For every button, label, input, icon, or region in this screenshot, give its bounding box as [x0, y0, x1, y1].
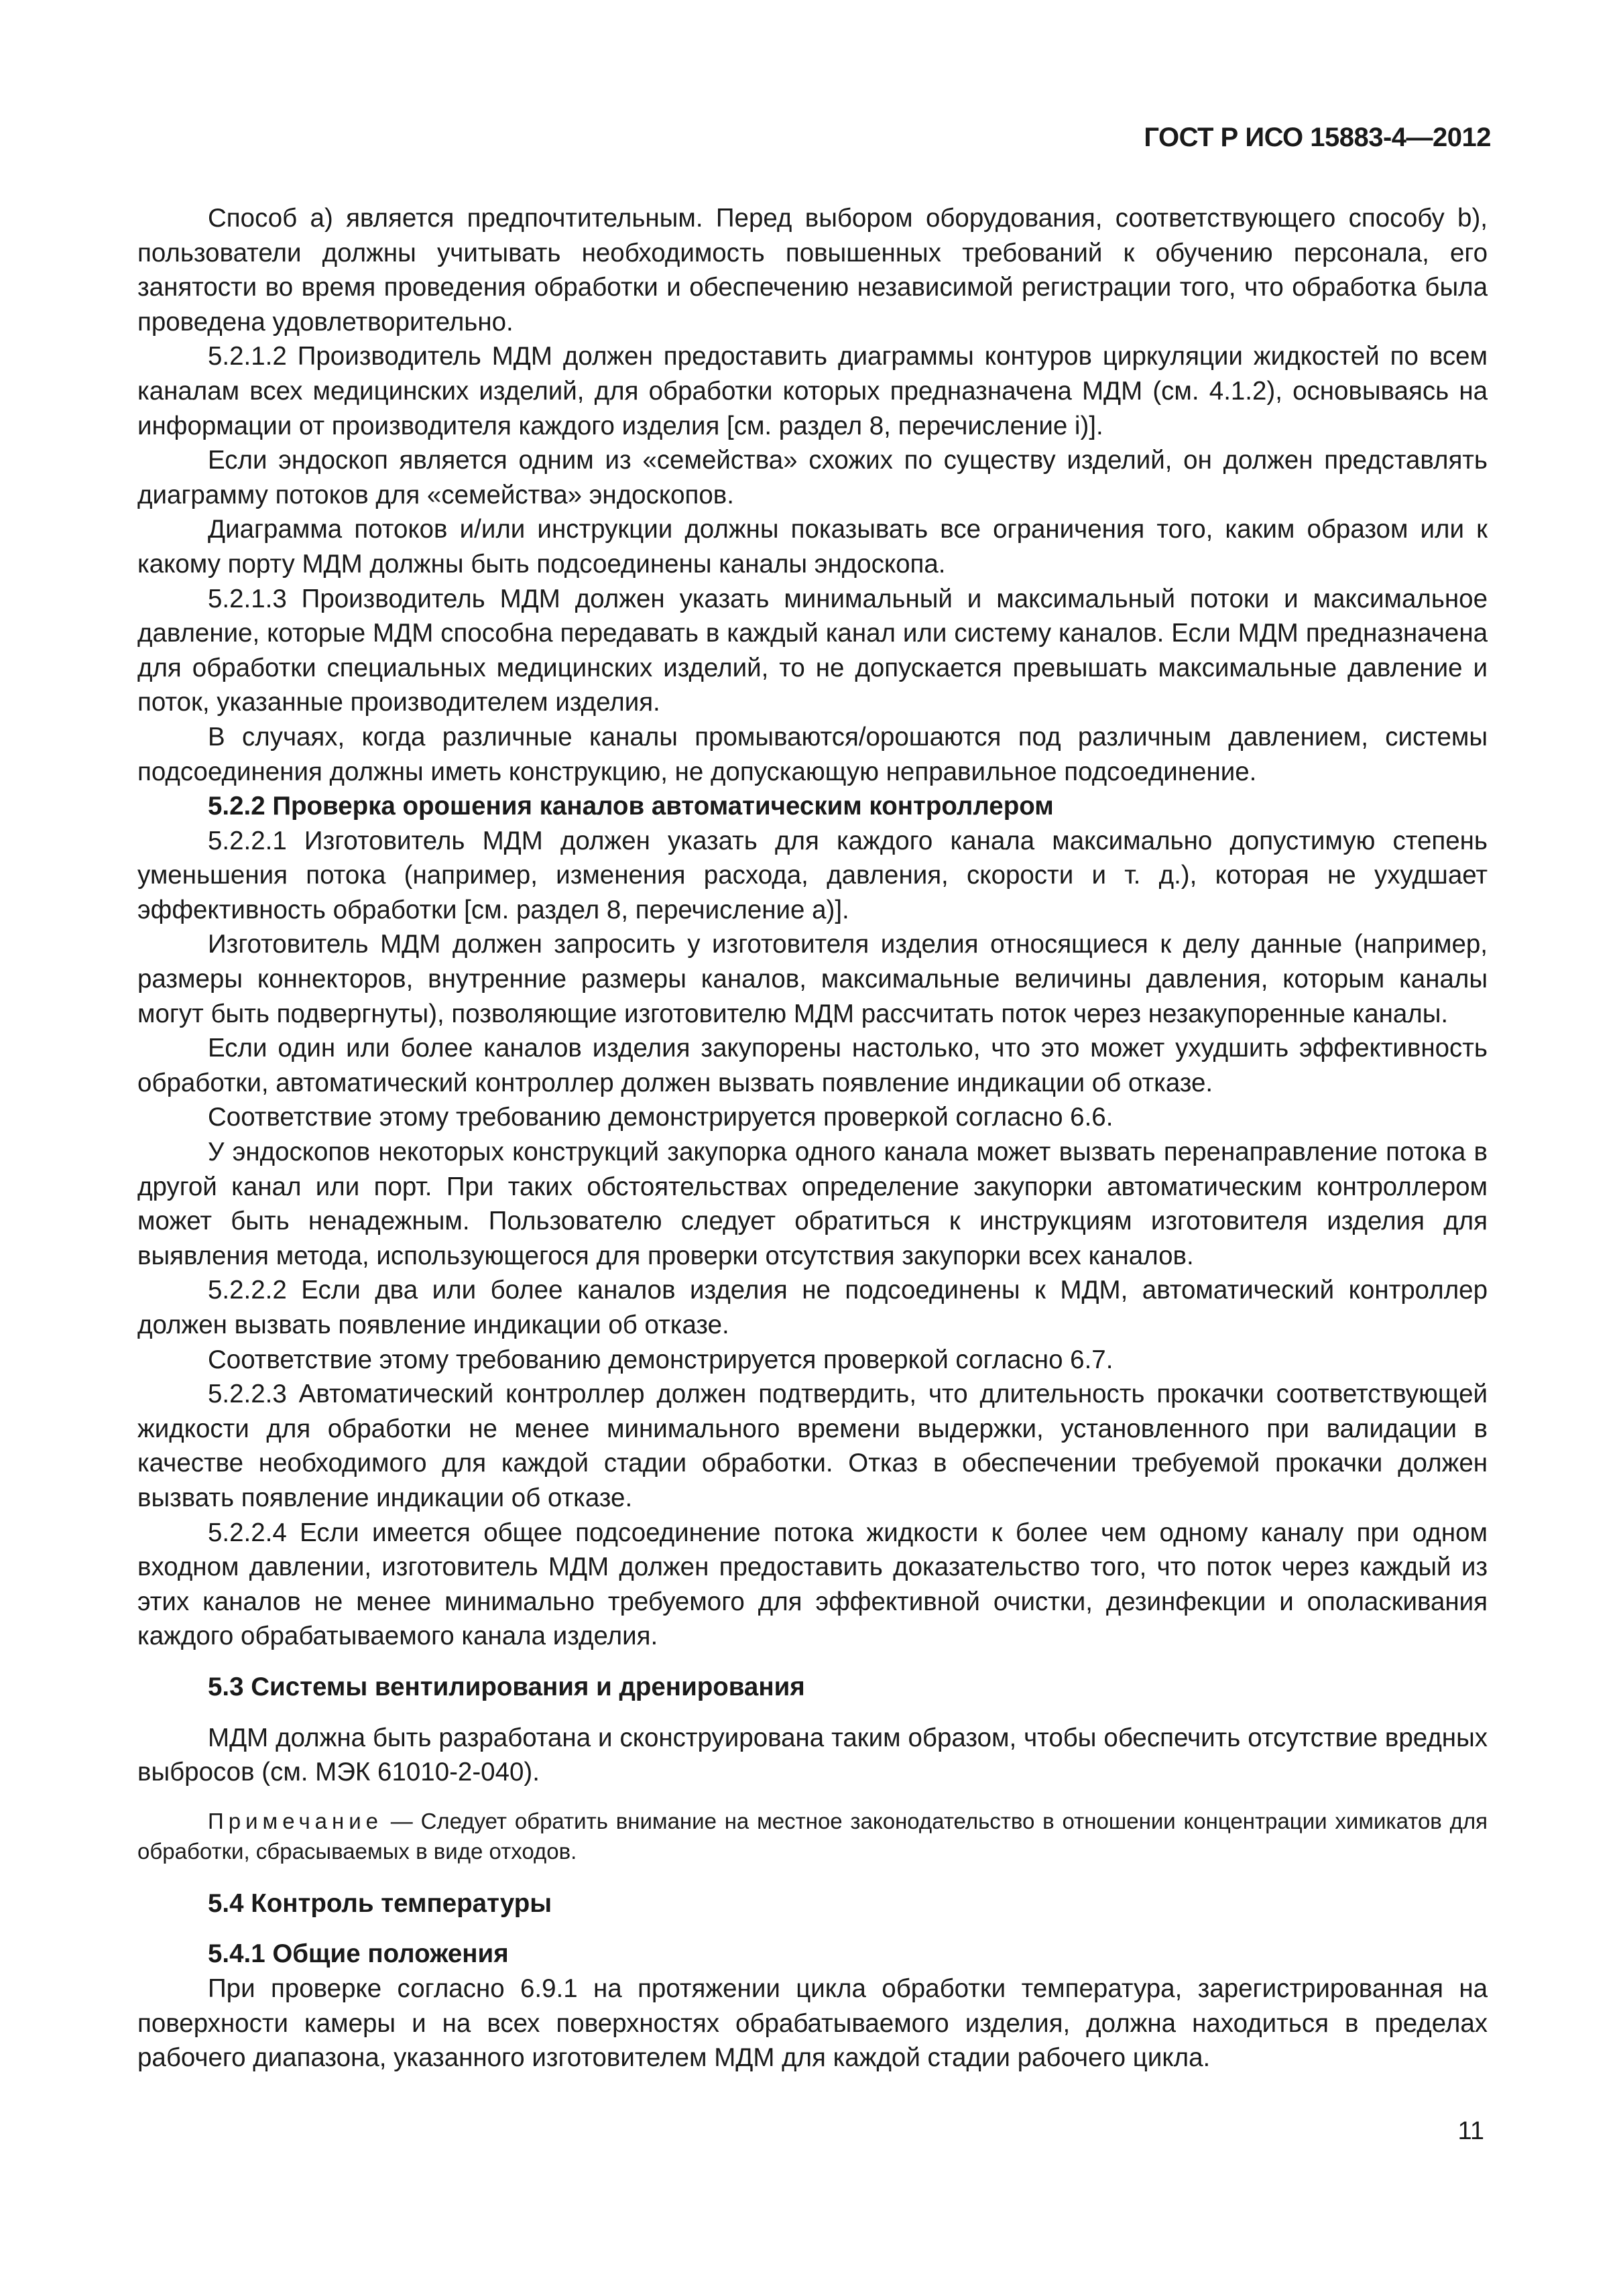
paragraph: При проверке согласно 6.9.1 на протяжении цикла обработки температура, зарегистрированная на поверхности камеры и на всех поверхностях обрабатываемого изделия, должна находиться в пределах рабочего диапазона, указанного изготовителем МДМ для каждой стадии рабочего цикла.	[137, 1974, 1488, 2073]
paragraph: 5.2.2.4 Если имеется общее подсоединение потока жидкости к более чем одному каналу при одном входном давлении, изготовитель МДМ должен предоставить доказательство того, что поток через каждый из этих каналов не менее минимально требуемого для эффективной очистки, дезинфекции и ополаскивания каждого обрабатываемого канала изделия.	[137, 1518, 1488, 1651]
paragraph: 5.2.2.1 Изготовитель МДМ должен указать для каждого канала максимально допустимую степень уменьшения потока (например, изменения расхода, давления, скорости и т. д.), которая не ухудшает эффективность обработки [см. раздел 8, перечисление а)].	[137, 826, 1488, 924]
paragraph: 5.2.2.3 Автоматический контроллер должен подтвердить, что длительность прокачки соответствующей жидкости для обработки не менее минимального времени выдержки, установленного при валидации в качестве необходимого для каждой стадии обработки. Отказ в обеспечении требуемой прокачки должен вызвать появление индикации об отказе.	[137, 1380, 1488, 1512]
paragraph: В случаях, когда различные каналы промываются/орошаются под различным давлением, системы подсоединения должны иметь конструкцию, не допускающую неправильное подсоединение.	[137, 722, 1488, 786]
paragraph: 5.2.1.3 Производитель МДМ должен указать минимальный и максимальный потоки и максимальное давление, которые МДМ способна передавать в каждый канал или систему каналов. Если МДМ предназначена для обработки специальных медицинских изделий, то не допускается превышать максимальные давление и поток, указанные производителем изделия.	[137, 584, 1488, 717]
document-body	[137, 201, 1488, 2075]
section-heading: 5.4 Контроль температуры	[208, 1888, 552, 1918]
paragraph: Способ а) является предпочтительным. Перед выбором оборудования, соответствующего способу b), пользователи должны учитывать необходимость повышенных требований к обучению персонала, его занятости во время проведения обработки и обеспечению независимой регистрации того, что обработка была проведена удовлетворительно.	[137, 204, 1488, 337]
paragraph: Если один или более каналов изделия закупорены настолько, что это может ухудшить эффективность обработки, автоматический контроллер должен вызвать появление индикации об отказе.	[137, 1034, 1488, 1097]
paragraph: Соответствие этому требованию демонстрируется проверкой согласно 6.6.	[208, 1103, 1114, 1132]
paragraph: МДМ должна быть разработана и сконструирована таким образом, чтобы обеспечить отсутствие вредных выбросов (см. МЭК 61010-2-040).	[137, 1723, 1488, 1787]
paragraph: Изготовитель МДМ должен запросить у изготовителя изделия относящиеся к делу данные (например, размеры коннекторов, внутренние размеры каналов, максимальные величины давления, которым каналы могут быть подвергнуты), позволяющие изготовителю МДМ рассчитать поток через незакупоренные каналы.	[137, 930, 1488, 1028]
section-heading: 5.2.2 Проверка орошения каналов автоматическим контроллером	[208, 792, 1054, 821]
note	[137, 1806, 1488, 1866]
paragraph: Соответствие этому требованию демонстрируется проверкой согласно 6.7.	[208, 1345, 1114, 1374]
paragraph: У эндоскопов некоторых конструкций закупорка одного канала может вызвать перенаправление потока в другой канал или порт. При таких обстоятельствах определение закупорки автоматическим контроллером может быть ненадежным. Пользователю следует обратиться к инструкциям изготовителя изделия для выявления метода, использующегося для проверки отсутствия закупорки всех каналов.	[137, 1138, 1488, 1270]
paragraph: 5.2.2.2 Если два или более каналов изделия не подсоединены к МДМ, автоматический контроллер должен вызвать появление индикации об отказе.	[137, 1276, 1488, 1339]
paragraph: Диаграмма потоков и/или инструкции должны показывать все ограничения того, каким образом или к какому порту МДМ должны быть подсоединены каналы эндоскопа.	[137, 515, 1488, 579]
subsection-heading: 5.4.1 Общие положения	[208, 1939, 509, 1969]
section-heading: 5.3 Системы вентилирования и дренирования	[208, 1672, 805, 1701]
document-header: ГОСТ Р ИСО 15883-4—2012	[1144, 123, 1491, 152]
paragraph: 5.2.1.2 Производитель МДМ должен предоставить диаграммы контуров циркуляции жидкостей по всем каналам всех медицинских изделий, для обработки которых предназначена МДМ (см. 4.1.2), основываясь на информации от производителя каждого изделия [см. раздел 8, перечисление i)].	[137, 342, 1488, 440]
paragraph: Если эндоскоп является одним из «семейства» схожих по существу изделий, он должен представлять диаграмму потоков для «семейства» эндоскопов.	[137, 446, 1488, 509]
note-text: — Следует обратить внимание на местное законодательство в отношении концентрации химикатов для обработки, сбрасываемых в виде отходов.	[137, 1808, 1488, 1864]
page-number: 11	[1457, 2117, 1484, 2145]
note-label: Примечание	[208, 1808, 383, 1833]
